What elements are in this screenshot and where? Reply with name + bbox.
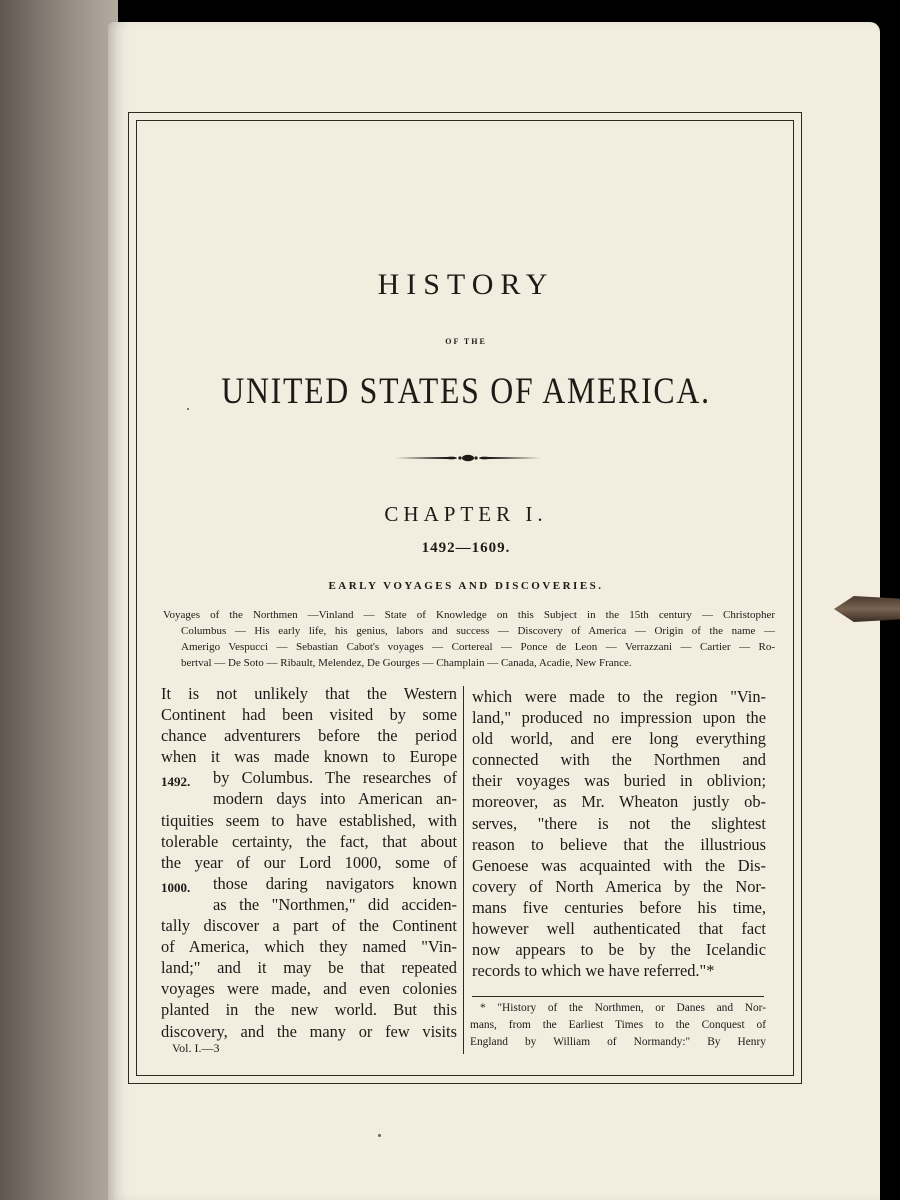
paper-speck	[378, 1134, 381, 1137]
chapter-summary	[163, 607, 775, 671]
text-line: records to which we have referred."*	[472, 961, 715, 981]
chapter-subject: EARLY VOYAGES AND DISCOVERIES.	[328, 580, 604, 592]
text-line: those daring navigators known	[213, 873, 457, 893]
text-line: land;" and it may be that repeated	[161, 958, 457, 978]
text-line: mans five centuries before his time,	[472, 897, 766, 917]
text-line: as the "Northmen," did acciden-	[213, 894, 457, 914]
text-line: Continent had been visited by some	[161, 705, 457, 725]
margin-year-1492: 1492.	[161, 774, 191, 789]
text-line: Genoese was acquainted with the Dis-	[472, 855, 766, 875]
text-line: It is not unlikely that the Western	[161, 684, 457, 703]
margin-year-1000: 1000.	[161, 880, 191, 895]
footnote-line: * "History of the Northmen, or Danes and Nor-	[480, 1002, 766, 1014]
text-line: chance adventurers before the period	[161, 726, 457, 746]
column-divider	[463, 686, 464, 1054]
text-line: tiquities seem to have established, with	[161, 810, 457, 830]
summary-line: Amerigo Vespucci — Sebastian Cabot's voyages — Cortereal — Ponce de Leon — Verrazzani — Cartier — Ro-	[181, 641, 775, 653]
chapter-years: 1492—1609.	[421, 540, 511, 556]
title-connector: OF THE	[445, 337, 487, 346]
left-page-edge	[0, 0, 118, 1200]
summary-line: bertval — De Soto — Ribault, Melendez, De Gourges — Champlain — Canada, Acadie, New France.	[181, 657, 632, 669]
right-text-column	[472, 686, 766, 981]
chapter-heading: CHAPTER I.	[384, 502, 548, 526]
footnote-line: mans, from the Earliest Times to the Conquest of	[470, 1019, 766, 1031]
footnote-line: England by William of Normandy:" By Henry	[470, 1036, 766, 1048]
summary-line: Voyages of the Northmen —Vinland — State of Knowledge on this Subject in the 15th century — Christopher	[163, 609, 775, 621]
text-line: serves, "there is not the slightest	[472, 813, 766, 833]
text-line: which were made to the region "Vin-	[472, 687, 766, 706]
text-line: however well authenticated that fact	[472, 919, 766, 939]
footnote-rule	[472, 996, 764, 997]
signature-mark: Vol. I.—3	[172, 1041, 220, 1055]
text-line: tolerable certainty, the fact, that about	[161, 831, 457, 851]
text-line: planted in the new world. But this	[161, 1000, 457, 1020]
ornament-divider	[395, 450, 541, 466]
text-line: the year of our Lord 1000, some of	[161, 852, 457, 872]
text-line: their voyages was buried in oblivion;	[472, 771, 766, 791]
summary-line: Columbus — His early life, his genius, labors and success — Discovery of America — Origin of the name —	[181, 625, 775, 637]
text-line: modern days into American an-	[213, 789, 457, 809]
text-line: now appears to be by the Icelandic	[472, 940, 766, 960]
book-title: HISTORY	[377, 268, 555, 301]
text-line: by Columbus. The researches of	[213, 768, 457, 788]
footnote	[470, 1000, 766, 1051]
text-line: connected with the Northmen and	[472, 750, 766, 770]
text-line: voyages were made, and even colonies	[161, 979, 457, 999]
left-text-column	[161, 683, 457, 1042]
book-subtitle: UNITED STATES OF AMERICA.	[221, 371, 711, 412]
text-line: covery of North America by the Nor-	[472, 876, 766, 896]
text-line: when it was made known to Europe	[161, 747, 457, 767]
text-line: discovery, and the many or few visits	[161, 1021, 457, 1041]
text-line: old world, and ere long everything	[472, 729, 766, 749]
text-line: of America, which they named "Vin-	[161, 937, 457, 957]
text-line: reason to believe that the illustrious	[472, 834, 766, 854]
text-line: moreover, as Mr. Wheaton justly ob-	[472, 792, 766, 812]
text-line: land," produced no impression upon the	[472, 708, 766, 728]
text-line: tally discover a part of the Continent	[161, 916, 457, 936]
